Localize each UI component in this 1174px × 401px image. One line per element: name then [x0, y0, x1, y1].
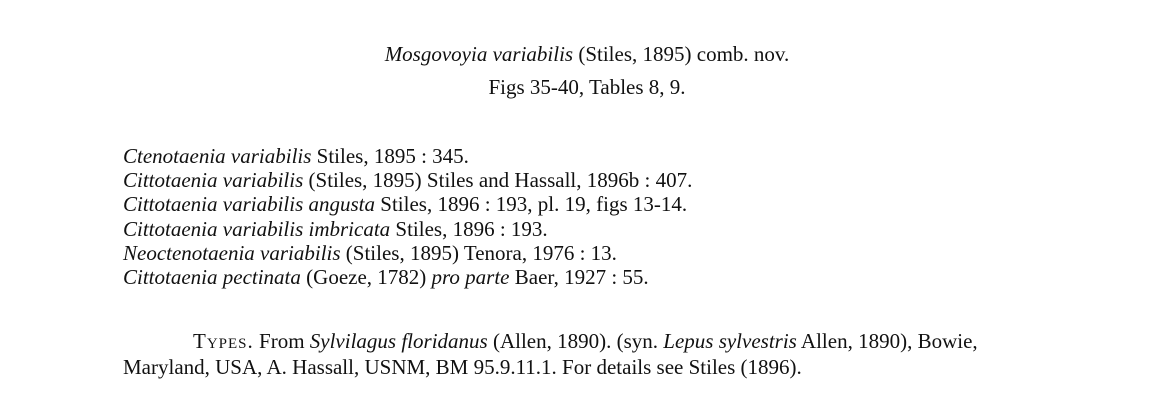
species-heading [0, 41, 1174, 67]
synonym-citation: Stiles, 1896 : 193. [390, 216, 548, 241]
synonym-entry [123, 241, 1163, 265]
synonym-citation: (Stiles, 1895) Stiles and Hassall, 1896b : 407. [303, 168, 693, 193]
synonym-citation: Stiles, 1896 : 193, pl. 19, figs 13-14. [375, 192, 688, 217]
synonym-entry [123, 265, 1163, 289]
synonym-authority: (Goeze, 1782) [300, 264, 432, 289]
synonym-citation: Baer, 1927 : 55. [509, 264, 649, 289]
types-line-2: Maryland, USA, A. Hassall, USNM, BM 95.9.11.1. For details see Stiles (1896). [123, 355, 802, 379]
synonym-citation: Stiles, 1895 : 345. [311, 144, 469, 168]
host-name: Sylvilagus floridanus [309, 329, 488, 353]
synonym-qualifier: pro parte [431, 264, 510, 289]
types-from: From [253, 329, 310, 353]
host-synonym-name: Lepus sylvestris [663, 329, 797, 353]
types-label: Types. [193, 329, 254, 353]
host-authority: (Allen, 1890). (syn. [487, 329, 664, 353]
synonym-entry [123, 217, 1163, 241]
species-name: Mosgovoyia variabilis [384, 42, 574, 66]
types-line-1 [123, 328, 1163, 354]
synonym-name: Cittotaenia pectinata [123, 264, 301, 289]
synonym-name: Cittotaenia variabilis imbricata [123, 216, 391, 241]
synonym-name: Neoctenotaenia variabilis [123, 240, 341, 265]
synonym-entry [123, 144, 1163, 168]
synonym-name: Cittotaenia variabilis angusta [123, 192, 376, 217]
synonym-name: Cittotaenia variabilis [123, 168, 304, 193]
host-synonym-rest: Allen, 1890), Bowie, [796, 329, 978, 353]
figs-tables-reference: Figs 35-40, Tables 8, 9. [488, 75, 686, 99]
synonymy-list [123, 144, 1163, 289]
synonym-entry [123, 168, 1163, 192]
synonym-citation: (Stiles, 1895) Tenora, 1976 : 13. [340, 240, 617, 265]
synonym-entry [123, 192, 1163, 216]
species-authority: (Stiles, 1895) comb. nov. [573, 42, 790, 66]
synonym-name: Ctenotaenia variabilis [123, 144, 312, 168]
types-paragraph [123, 328, 1163, 380]
